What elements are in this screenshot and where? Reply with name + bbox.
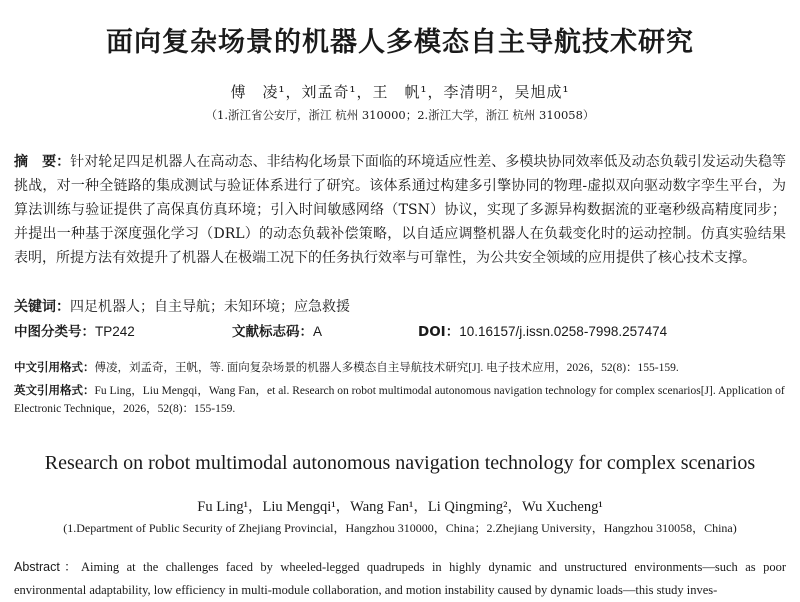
clc-label: 中图分类号： <box>14 324 95 340</box>
paper-title-cn: 面向复杂场景的机器人多模态自主导航技术研究 <box>106 27 694 58</box>
document-code <box>232 320 322 340</box>
abstract-en-text: Aiming at the challenges faced by wheeled-legged quadrupeds in highly dynamic and unstructured environments—such as poor environmental adaptability, low efficiency in multi-module collaboration, and motion instability caused by dynamic loads—this study inves- <box>14 560 786 597</box>
clc-value: TP242 <box>95 324 135 339</box>
document-code-value: A <box>313 324 323 339</box>
authors-en: Fu Ling¹，Liu Mengqi¹，Wang Fan¹，Li Qingming²，Wu Xucheng¹ <box>197 499 603 515</box>
affiliation-en: (1.Department of Public Security of Zhejiang Provincial，Hangzhou 310000，China；2.Zhejiang University，Hangzhou 310058，China) <box>63 521 737 535</box>
keywords-cn-label: 关键词： <box>14 299 70 315</box>
abstract-cn-label: 摘 要： <box>14 154 71 170</box>
keywords-cn-text: 四足机器人；自主导航；未知环境；应急救援 <box>70 299 350 315</box>
abstract-cn <box>14 150 786 270</box>
doi <box>418 320 667 340</box>
abstract-cn-text: 针对轮足四足机器人在高动态、非结构化场景下面临的环境适应性差、多模块协同效率低及动态负载引发运动失稳等挑战，对一种全链路的集成测试与验证体系进行了研究。该体系通过构建多引擎协同的物理-虚拟双向驱动数字孪生平台，为算法训练与验证提供了高保真仿真环境；引入时间敏感网络（TSN）协议，实现了多源异构数据流的亚毫秒级高精度同步；并提出一种基于深度强化学习（DRL）的动态负载补偿策略，以自适应调整机器人在负载变化时的运动控制。仿真实验结果表明，所提方法有效提升了机器人在极端工况下的任务执行效率与可靠性，为公共安全领域的应用提供了核心技术支撑。 <box>14 154 787 266</box>
citation-cn <box>14 358 786 377</box>
authors-cn: 傅 凌¹，刘孟奇¹，王 帆¹，李清明²，吴旭成¹ <box>230 83 570 101</box>
doi-label: DOI： <box>418 324 460 340</box>
document-code-label: 文献标志码： <box>232 324 313 340</box>
citation-cn-label: 中文引用格式： <box>14 360 95 374</box>
abstract-en-label: Abstract： <box>14 560 81 574</box>
abstract-en <box>14 556 786 602</box>
citation-en-label: 英文引用格式： <box>14 383 95 397</box>
citation-en <box>14 381 786 418</box>
affiliation-cn: （1.浙江省公安厅，浙江 杭州 310000；2.浙江大学，浙江 杭州 310058） <box>205 108 595 122</box>
keywords-cn <box>14 296 350 316</box>
clc-number <box>14 320 135 340</box>
citation-en-text: Fu Ling，Liu Mengqi，Wang Fan，et al. Research on robot multimodal autonomous navigation technology for complex scenarios[J]. Application of Electronic Technique，2026，52(8)：155-159. <box>14 385 785 415</box>
doi-value: 10.16157/j.issn.0258-7998.257474 <box>459 324 668 339</box>
paper-title-en: Research on robot multimodal autonomous navigation technology for complex scenarios <box>44 452 756 474</box>
citation-cn-text: 傅凌，刘孟奇，王帆，等. 面向复杂场景的机器人多模态自主导航技术研究[J]. 电子技术应用，2026，52(8)：155-159. <box>94 362 679 374</box>
